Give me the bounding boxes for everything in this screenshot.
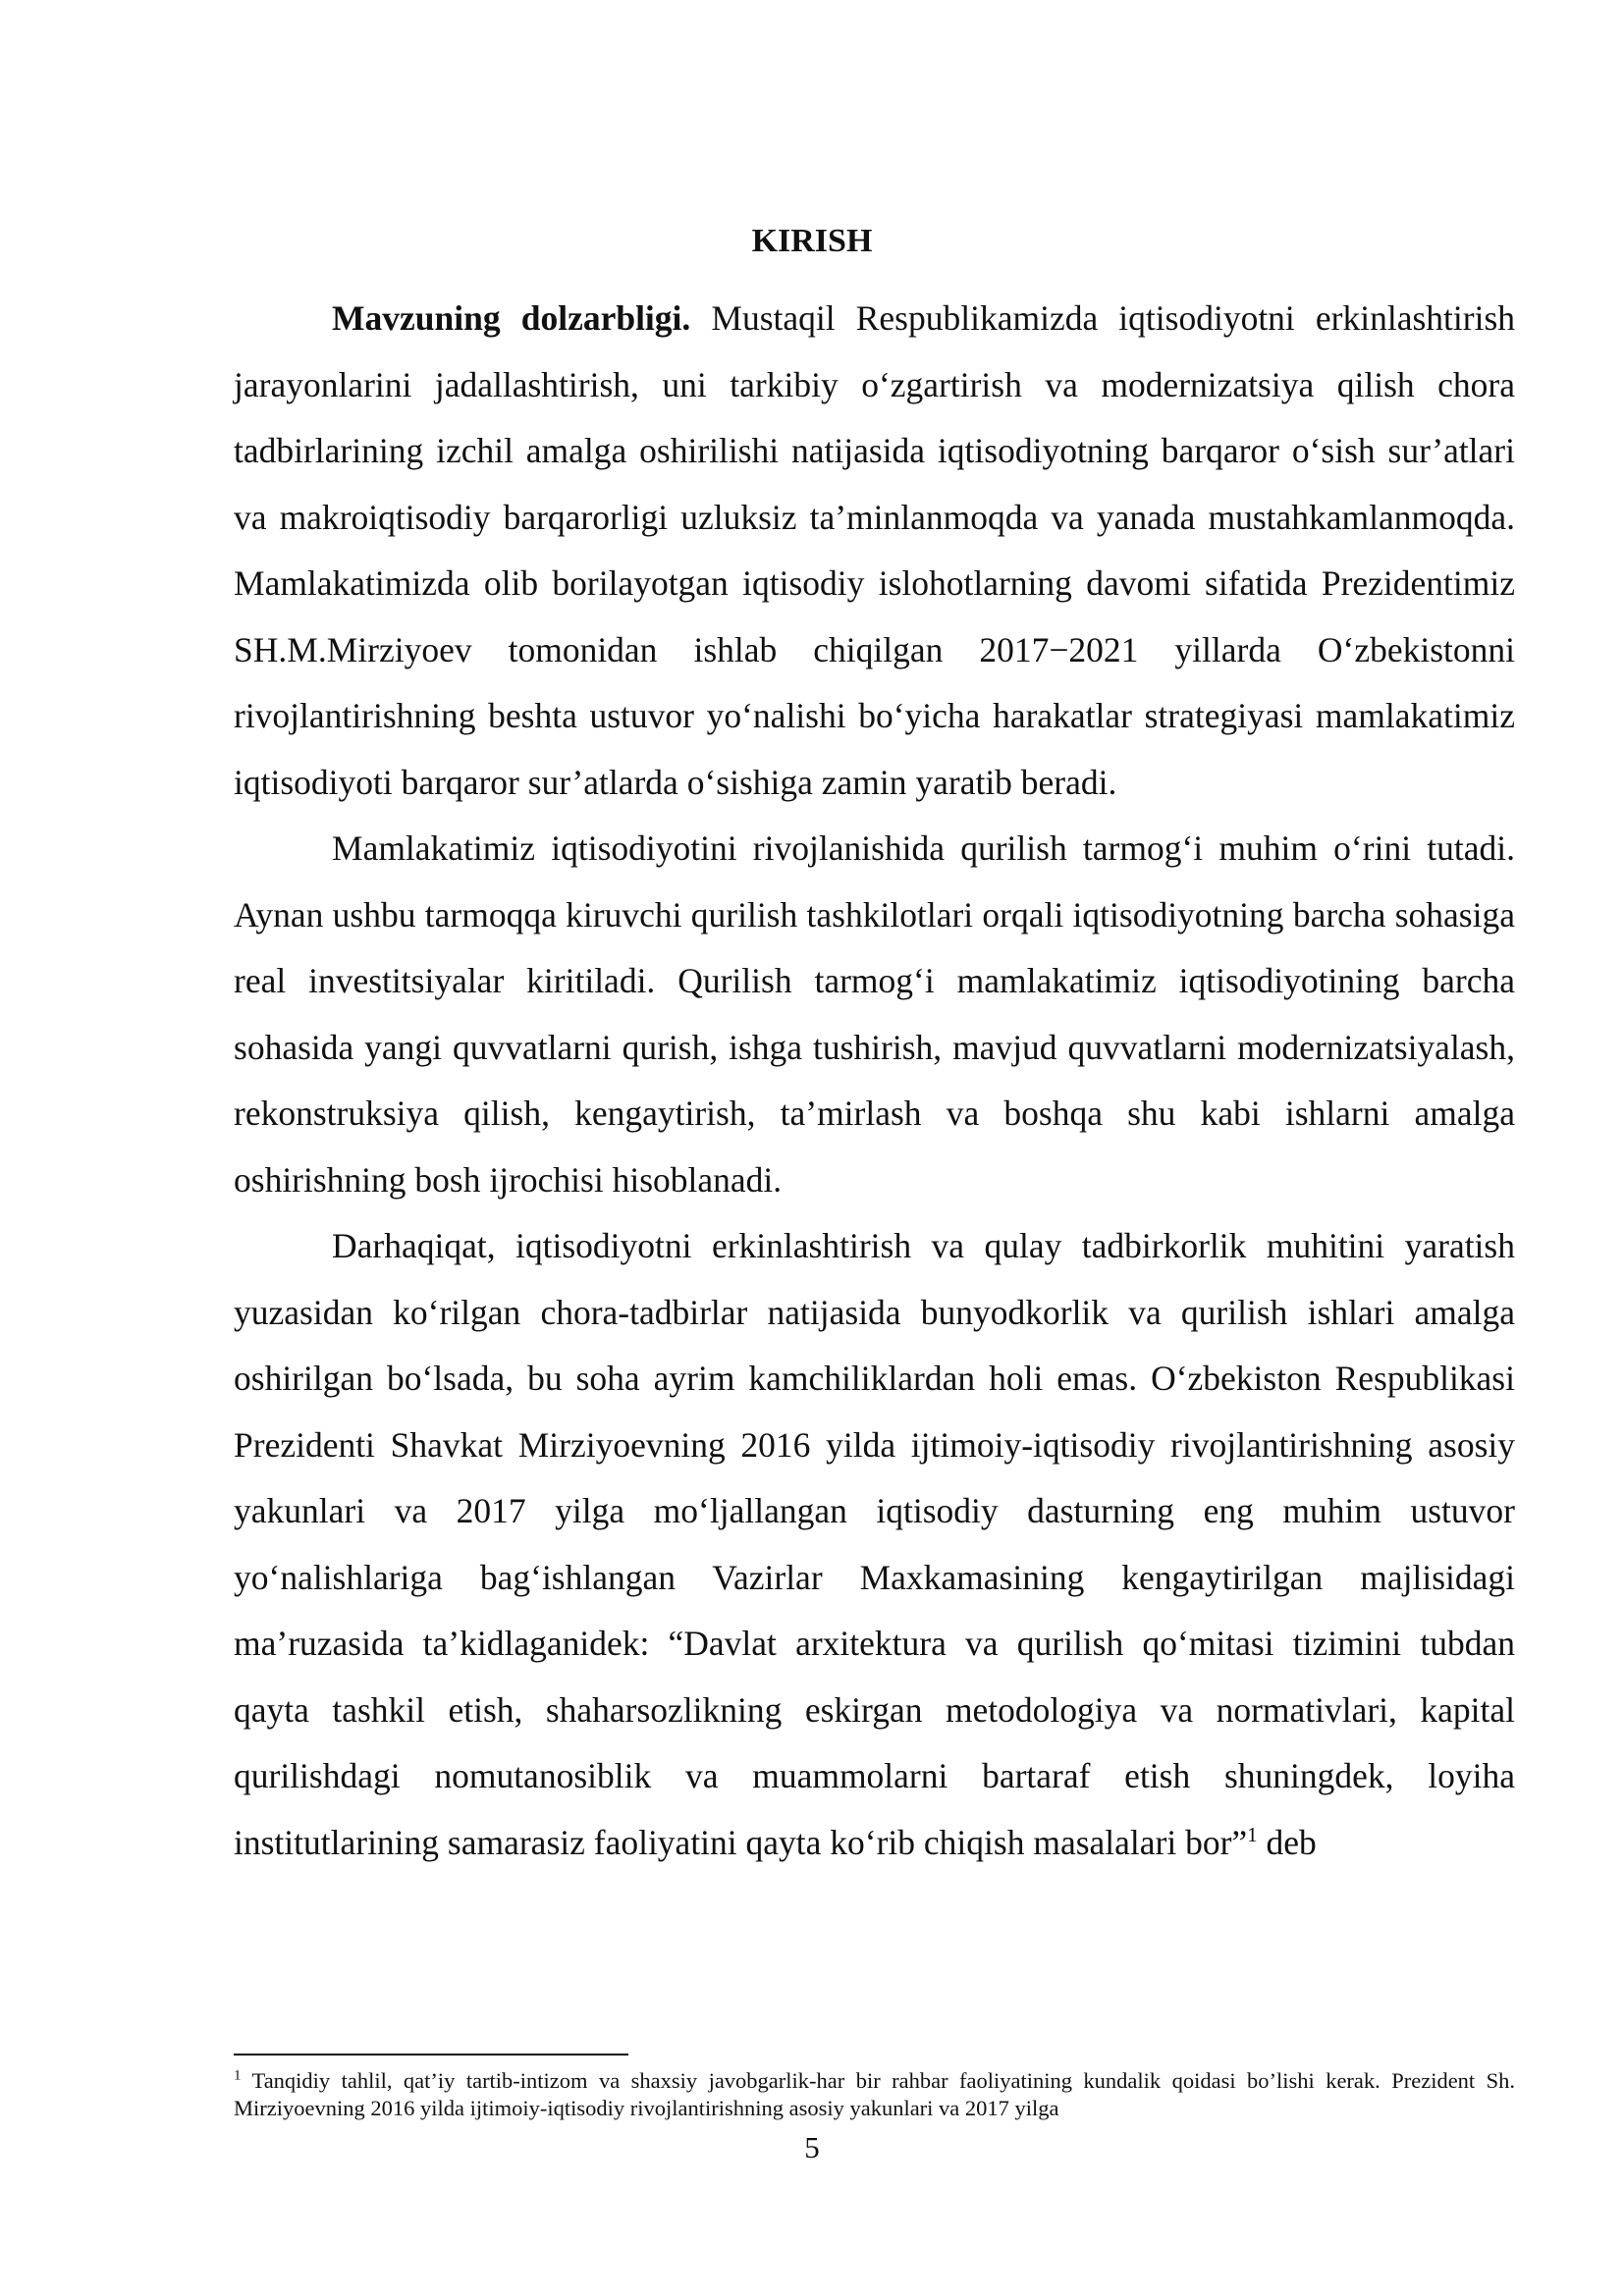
footnote-separator [234,2054,628,2056]
section-heading: KIRISH [751,223,873,259]
paragraph-lead-title: Mavzuning dolzarbligi. [332,298,691,338]
paragraph-presidential-address [234,1213,1515,1876]
paragraph-construction-sector [234,816,1515,1213]
paragraph-text: Darhaqiqat, iqtisodiyotni erkinlashtirish va qulay tadbirkorlik muhitini yaratish yuzasidan ko‘rilgan chora-tadbirlar natijasida bunyodkorlik va qurilish ishlari amalga oshirilgan bo‘lsada, bu soha ayrim kamchiliklardan holi emas. O‘zbekiston Respublikasi Prezidenti Shavkat Mirziyoevning 2016 yilda ijtimoiy-iqtisodiy rivojlantirishning asosiy yakunlari va 2017 yilga mo‘ljallangan iqtisodiy dasturning eng muhim ustuvor yo‘nalishlariga bag‘ishlangan Vazirlar Maxkamasining kengaytirilgan majlisidagi ma’ruzasida ta’kidlaganidek: “Davlat arxitektura va qurilish qo‘mitasi tizimini tubdan qayta tashkil etish, shaharsozlikning eskirgan metodologiya va normativlari, kapital qurilishdagi nomutanosiblik va muammolarni bartaraf etish shuningdek, loyiha institutlarining samarasiz faoliyatini qayta ko‘rib chiqish masalalari bor” [234,1226,1515,1862]
footnote-text: Tanqidiy tahlil, qat’iy tartib-intizom va shaxsiy javobgarlik-har bir rahbar faoliyatining kundalik qoidasi bo’lishi kerak. Prezident Sh. Mirziyoevning 2016 yilda ijtimoiy-iqtisodiy rivojlantirishning asosiy yakunlari va 2017 yilga [234,2068,1515,2120]
footnote-reference[interactable]: 1 [1247,1822,1258,1846]
paragraph-relevance [234,286,1515,816]
page-number: 5 [804,2130,820,2164]
paragraph-text: Mamlakatimiz iqtisodiyotini rivojlanishida qurilish tarmog‘i muhim o‘rini tutadi. Aynan ushbu tarmoqqa kiruvchi qurilish tashkilotlari orqali iqtisodiyotning barcha sohasiga real investitsiyalar kiritiladi. Qurilish tarmog‘i mamlakatimiz iqtisodiyotining barcha sohasida yangi quvvatlarni qurish, ishga tushirish, mavjud quvvatlarni modernizatsiyalash, rekonstruksiya qilish, kengaytirish, ta’mirlash va boshqa shu kabi ishlarni amalga oshirishning bosh ijrochisi hisoblanadi. [234,828,1515,1200]
footnote [234,2067,1515,2122]
paragraph-text: Mustaqil Respublikamizda iqtisodiyotni erkinlashtirish jarayonlarini jadallashtirish, uni tarkibiy o‘zgartirish va modernizatsiya qilish chora tadbirlarining izchil amalga oshirilishi natijasida iqtisodiyotning barqaror o‘sish sur’atlari va makroiqtisodiy barqarorligi uzluksiz ta’minlanmoqda va yanada mustahkamlanmoqda. Mamlakatimizda olib borilayotgan iqtisodiy islohotlarning davomi sifatida Prezidentimiz SH.M.Mirziyoev tomonidan ishlab chiqilgan 2017−2021 yillarda O‘zbekistonni rivojlantirishning beshta ustuvor yo‘nalishi bo‘yicha harakatlar strategiyasi mamlakatimiz iqtisodiyoti barqaror sur’atlarda o‘sishiga zamin yaratib beradi. [234,298,1516,802]
paragraph-text-tail: deb [1257,1822,1317,1862]
footnote-marker: 1 [234,2067,242,2084]
body-text [234,286,1515,1876]
